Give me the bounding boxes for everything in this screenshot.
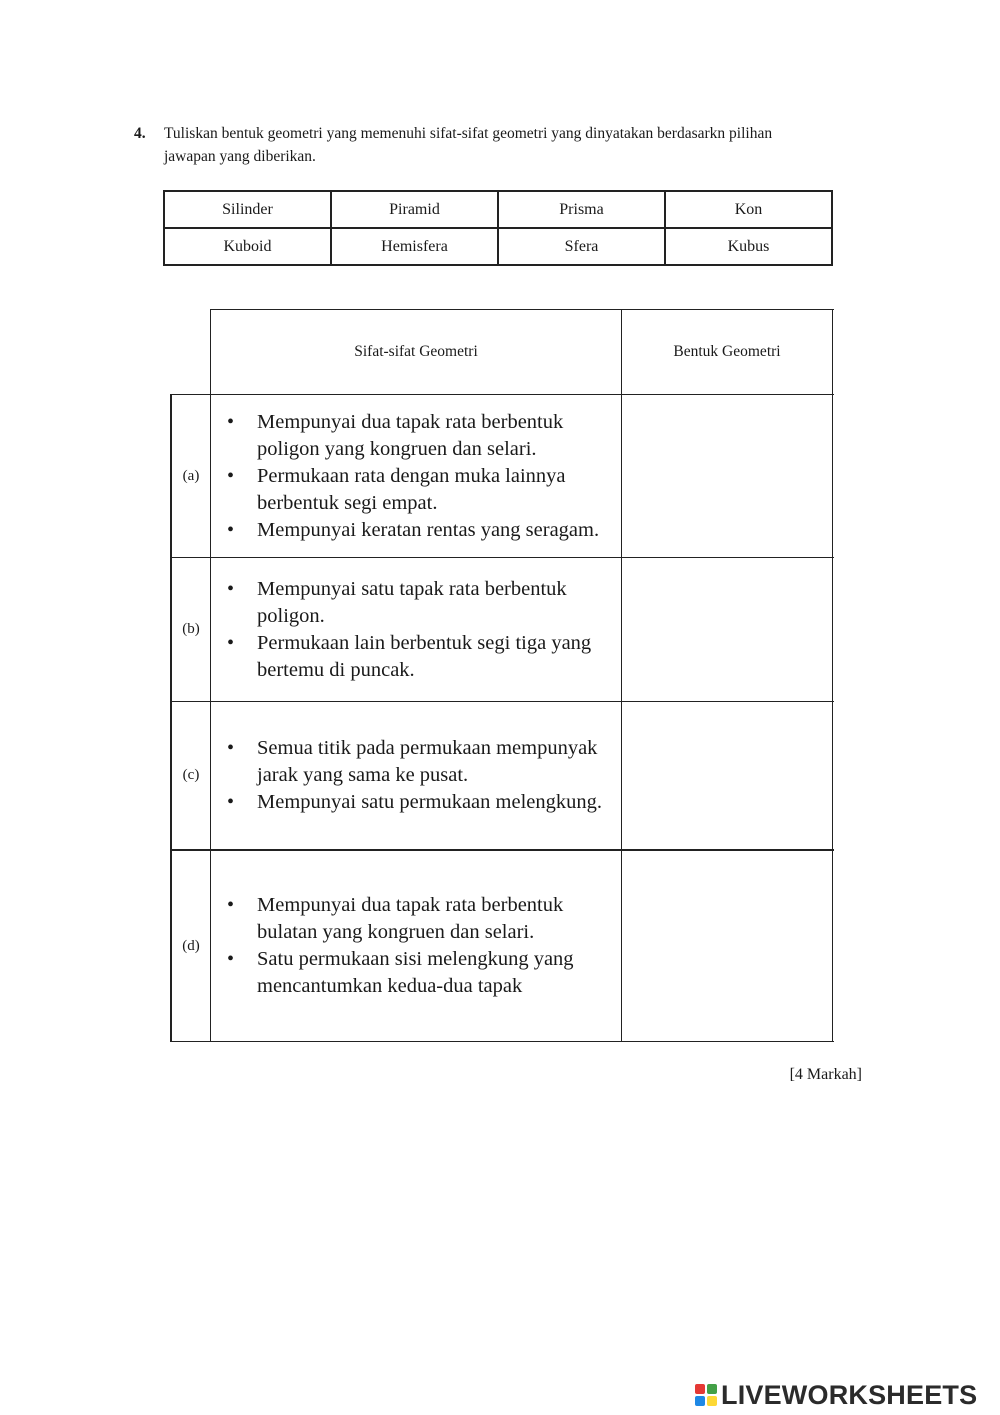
property-item: • Mempunyai satu tapak rata berbentuk poligon.	[227, 577, 567, 627]
bullet-icon: •	[227, 577, 235, 600]
question-text: Tuliskan bentuk geometri yang memenuhi sifat-sifat geometri yang dinyatakan berdasarkn pilihan jawapan yang diberikan.	[164, 125, 773, 165]
option-cell: Kubus	[665, 228, 832, 265]
logo-tile	[707, 1396, 717, 1406]
row-label: (a)	[182, 467, 200, 484]
row-properties	[211, 558, 621, 701]
logo-tile	[695, 1396, 705, 1406]
bullet-icon: •	[227, 948, 235, 970]
option-cell: Sfera	[498, 228, 665, 265]
option-cell: Hemisfera	[331, 228, 498, 265]
option-cell: Kuboid	[164, 228, 331, 265]
question-number: 4.	[134, 125, 146, 142]
row-properties	[211, 702, 621, 849]
bullet-icon: •	[227, 791, 235, 813]
option-cell: Kon	[665, 191, 832, 228]
bullet-icon: •	[227, 410, 235, 433]
answer-cell-a[interactable]	[622, 395, 832, 557]
bullet-icon: •	[227, 737, 235, 759]
property-item: • Mempunyai dua tapak rata berbentuk bulatan yang kongruen dan selari.	[227, 894, 564, 943]
property-item: • Permukaan lain berbentuk segi tiga yang bertemu di puncak.	[227, 631, 592, 681]
logo-tile	[707, 1384, 717, 1394]
answer-cell-c[interactable]	[622, 702, 832, 849]
property-item: • Semua titik pada permukaan mempunyak jarak yang sama ke pusat.	[227, 737, 598, 786]
liveworksheets-brand[interactable]	[695, 1375, 1000, 1415]
liveworksheets-logo-icon	[695, 1384, 717, 1406]
brand-name: LIVEWORKSHEETS	[721, 1379, 978, 1410]
bullet-icon: •	[227, 518, 235, 541]
header-properties: Sifat-sifat Geometri	[354, 343, 478, 360]
marks-label: [4 Markah]	[789, 1066, 862, 1083]
answer-cell-d[interactable]	[622, 851, 832, 1041]
property-item: • Mempunyai satu permukaan melengkung.	[225, 789, 615, 816]
property-item: • Permukaan rata dengan muka lainnya berbentuk segi empat.	[227, 464, 566, 514]
row-label: (d)	[182, 937, 200, 954]
row-properties	[211, 851, 621, 1041]
bullet-icon: •	[227, 464, 235, 487]
property-item: • Mempunyai keratan rentas yang seragam.	[225, 517, 615, 544]
answer-cell-b[interactable]	[622, 558, 832, 701]
row-label: (c)	[182, 767, 200, 783]
logo-tile	[695, 1384, 705, 1394]
header-shape: Bentuk Geometri	[673, 343, 781, 360]
row-label: (b)	[182, 621, 200, 637]
option-cell: Silinder	[164, 191, 331, 228]
row-properties	[211, 395, 621, 557]
property-item: • Satu permukaan sisi melengkung yang mencantumkan kedua-dua tapak	[227, 948, 574, 997]
property-item: • Mempunyai dua tapak rata berbentuk poligon yang kongruen dan selari.	[227, 410, 564, 460]
bullet-icon: •	[227, 894, 235, 916]
table-border	[170, 1041, 834, 1042]
bullet-icon: •	[227, 631, 235, 654]
option-cell: Prisma	[498, 191, 665, 228]
option-cell: Piramid	[331, 191, 498, 228]
table-border	[832, 309, 833, 1042]
